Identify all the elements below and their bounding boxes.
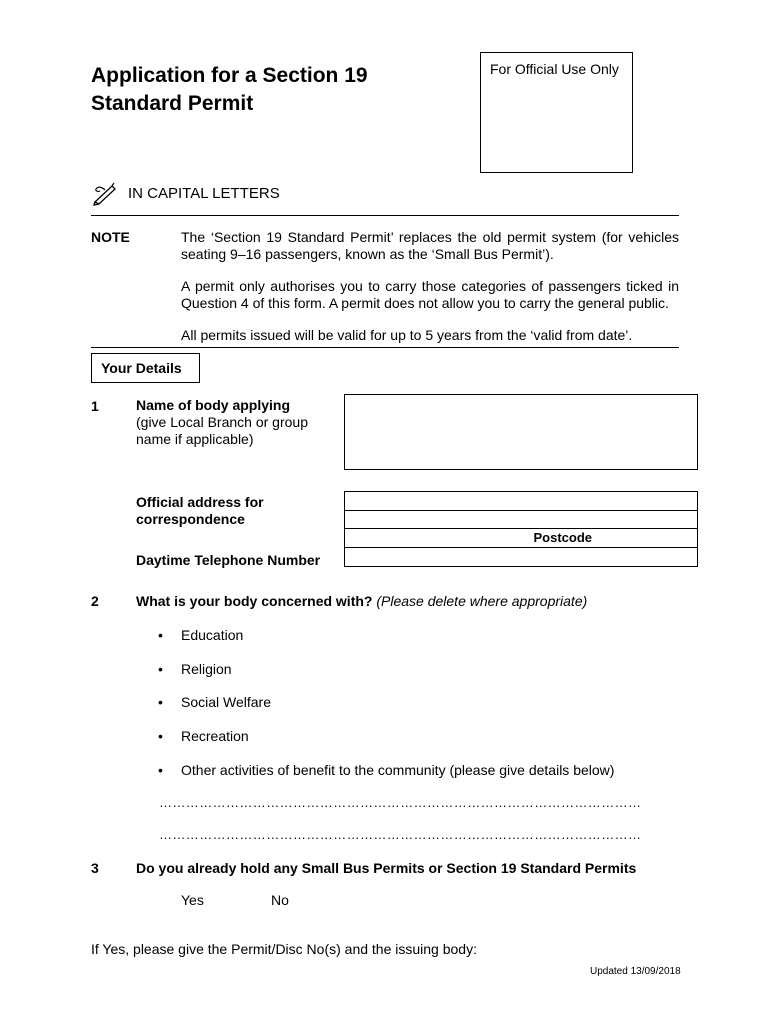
note-paragraph: The ‘Section 19 Standard Permit’ replaces the old permit system (for vehicles seating 9–16 passengers, known as the ‘Small Bus Permit’). bbox=[181, 229, 679, 262]
title-line-1: Application for a Section 19 bbox=[91, 64, 368, 87]
question-2-hint: (Please delete where appropriate) bbox=[376, 593, 588, 609]
bullet-icon: • bbox=[158, 661, 163, 677]
details-dotted-line[interactable]: ……………………………………………………………………………………………… bbox=[159, 827, 642, 842]
name-of-body-hint-2: name if applicable) bbox=[136, 431, 254, 447]
option-religion[interactable]: Religion bbox=[181, 661, 232, 677]
question-number: 2 bbox=[91, 593, 99, 609]
divider bbox=[91, 215, 679, 216]
option-education[interactable]: Education bbox=[181, 627, 244, 643]
note-paragraph: A permit only authorises you to carry those categories of passengers ticked in Question 4 of this form. A permit does not allow you to carry the general public. bbox=[181, 278, 679, 311]
note-paragraph: All permits issued will be valid for up to 5 years from the ‘valid from date’. bbox=[181, 327, 633, 343]
option-social-welfare[interactable]: Social Welfare bbox=[181, 694, 272, 710]
your-details-heading: Your Details bbox=[91, 353, 200, 383]
bullet-icon: • bbox=[158, 627, 163, 643]
note-label: NOTE bbox=[91, 229, 130, 245]
question-number: 1 bbox=[91, 398, 99, 414]
option-recreation[interactable]: Recreation bbox=[181, 728, 249, 744]
bullet-icon: • bbox=[158, 762, 163, 778]
bullet-icon: • bbox=[158, 728, 163, 744]
updated-date: Updated 13/09/2018 bbox=[590, 966, 681, 977]
question-number: 3 bbox=[91, 860, 99, 876]
name-of-body-hint-1: (give Local Branch or group bbox=[136, 414, 308, 430]
bullet-icon: • bbox=[158, 694, 163, 710]
address-label bbox=[136, 494, 264, 528]
official-use-label: For Official Use Only bbox=[490, 61, 619, 77]
address-field[interactable] bbox=[344, 491, 698, 567]
address-label-line-1: Official address for bbox=[136, 494, 264, 510]
official-use-box bbox=[480, 52, 633, 173]
address-label-line-2: correspondence bbox=[136, 511, 245, 527]
title-line-2: Standard Permit bbox=[91, 92, 254, 115]
postcode-label: Postcode bbox=[533, 530, 592, 545]
divider bbox=[91, 347, 679, 348]
telephone-line bbox=[345, 547, 697, 548]
question-3-text: Do you already hold any Small Bus Permits or Section 19 Standard Permits bbox=[136, 860, 637, 876]
name-of-body-field[interactable] bbox=[344, 394, 698, 470]
permit-followup-text: If Yes, please give the Permit/Disc No(s) and the issuing body: bbox=[91, 941, 477, 957]
name-of-body-title: Name of body applying bbox=[136, 397, 291, 413]
address-line bbox=[345, 510, 697, 511]
option-other-activities[interactable]: Other activities of benefit to the community (please give details below) bbox=[181, 762, 615, 778]
name-of-body-label bbox=[136, 397, 308, 448]
address-line bbox=[345, 528, 697, 529]
details-dotted-line[interactable]: ……………………………………………………………………………………………… bbox=[159, 795, 642, 810]
question-2-text: What is your body concerned with? bbox=[136, 593, 373, 609]
question-2 bbox=[136, 593, 587, 610]
writing-hand-icon bbox=[92, 180, 118, 206]
capital-letters-instruction: IN CAPITAL LETTERS bbox=[128, 185, 280, 202]
yes-option[interactable]: Yes bbox=[181, 892, 204, 908]
no-option[interactable]: No bbox=[271, 892, 289, 908]
page-title bbox=[91, 62, 451, 118]
telephone-label: Daytime Telephone Number bbox=[136, 552, 321, 568]
